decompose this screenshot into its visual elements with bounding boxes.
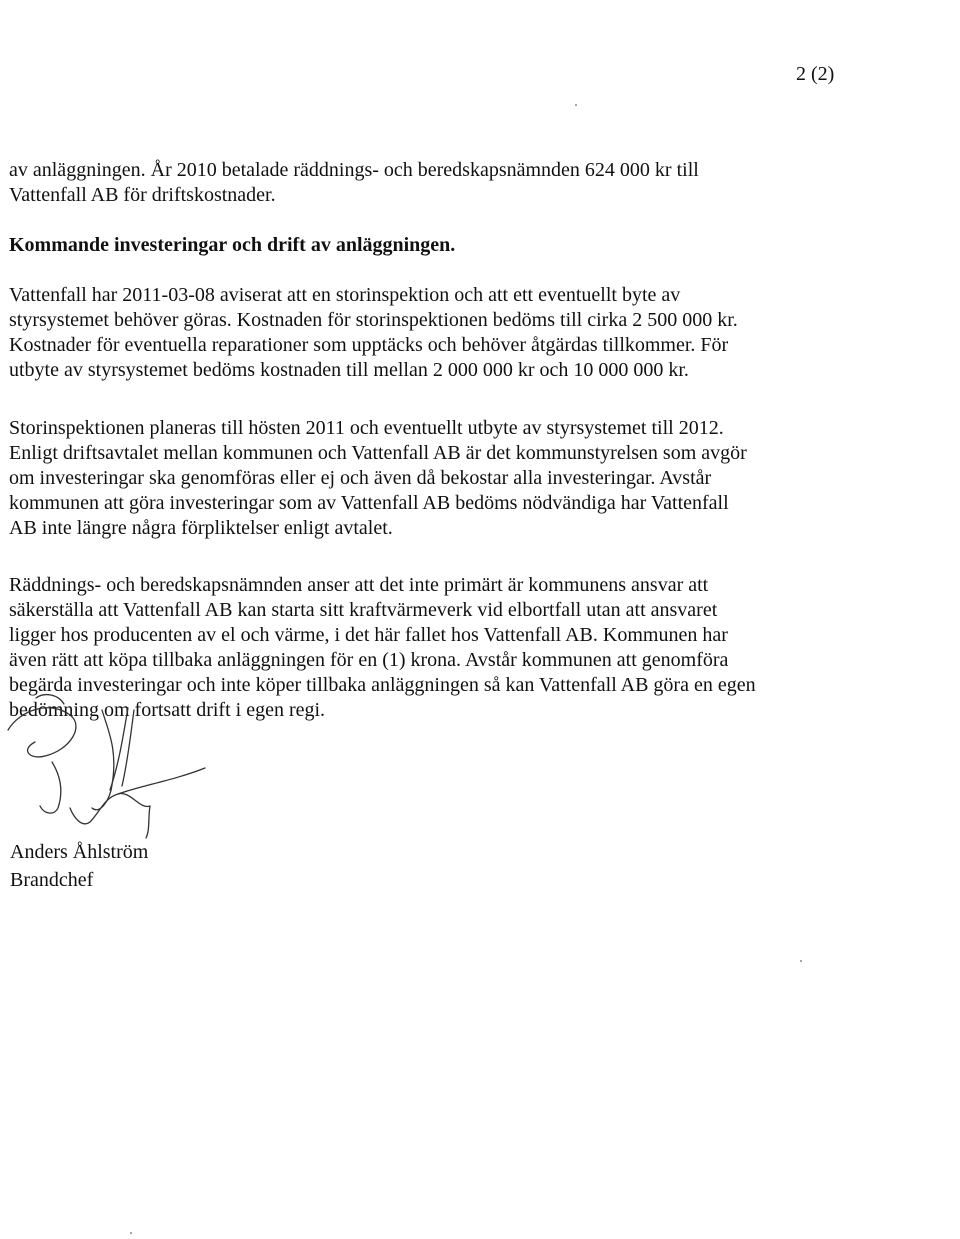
section-heading: Kommande investeringar och drift av anläggningen.	[9, 234, 456, 256]
handwritten-signature	[0, 690, 260, 830]
paragraph-schedule: Storinspektionen planeras till hösten 2011 och eventuellt utbyte av styrsystemet till 2012. Enligt driftsavtalet mellan kommunen och Vattenfall AB är det kommunstyrelsen som avgör om investeringar ska genomföras eller ej och även då bekostar alla investeringar. Avstår kommunen att göra investeringar som av Vattenfall AB bedöms nödvändiga har Vattenfall AB inte längre några förpliktelser enligt avtalet.	[9, 417, 747, 539]
signature-block-text	[10, 838, 148, 894]
scan-speck	[575, 104, 577, 106]
letter-body	[9, 158, 939, 723]
page-number: 2 (2)	[796, 63, 835, 85]
scan-speck	[800, 960, 802, 962]
paragraph-position: Räddnings- och beredskapsnämnden anser att det inte primärt är kommunens ansvar att säkerställa att Vattenfall AB kan starta sitt kraftvärmeverk vid elbortfall utan att ansvaret ligger hos producenten av el och värme, i det här fallet hos Vattenfall AB. Kommunen har även rätt att köpa tillbaka anläggningen för en (1) krona. Avstår kommunen att genomföra begärda investeringar och inte köper tillbaka anläggningen så kan Vattenfall AB göra en egen bedömning om fortsatt drift i egen regi.	[9, 574, 756, 721]
signer-name: Anders Åhlström	[10, 841, 149, 863]
signer-title: Brandchef	[10, 869, 94, 891]
scan-speck	[130, 1232, 132, 1234]
paragraph-facility-costs: av anläggningen. År 2010 betalade räddnings- och beredskapsnämnden 624 000 kr till Vattenfall AB för driftskostnader.	[9, 159, 699, 206]
signature-scribble-icon	[0, 690, 260, 840]
paragraph-inspection: Vattenfall har 2011-03-08 aviserat att en storinspektion och att ett eventuellt byte av styrsystemet behöver göras. Kostnaden för storinspektionen bedöms till cirka 2 500 000 kr. Kostnader för eventuella reparationer som upptäcks och behöver åtgärdas tillkommer. För utbyte av styrsystemet bedöms kostnaden till mellan 2 000 000 kr och 10 000 000 kr.	[9, 284, 738, 381]
